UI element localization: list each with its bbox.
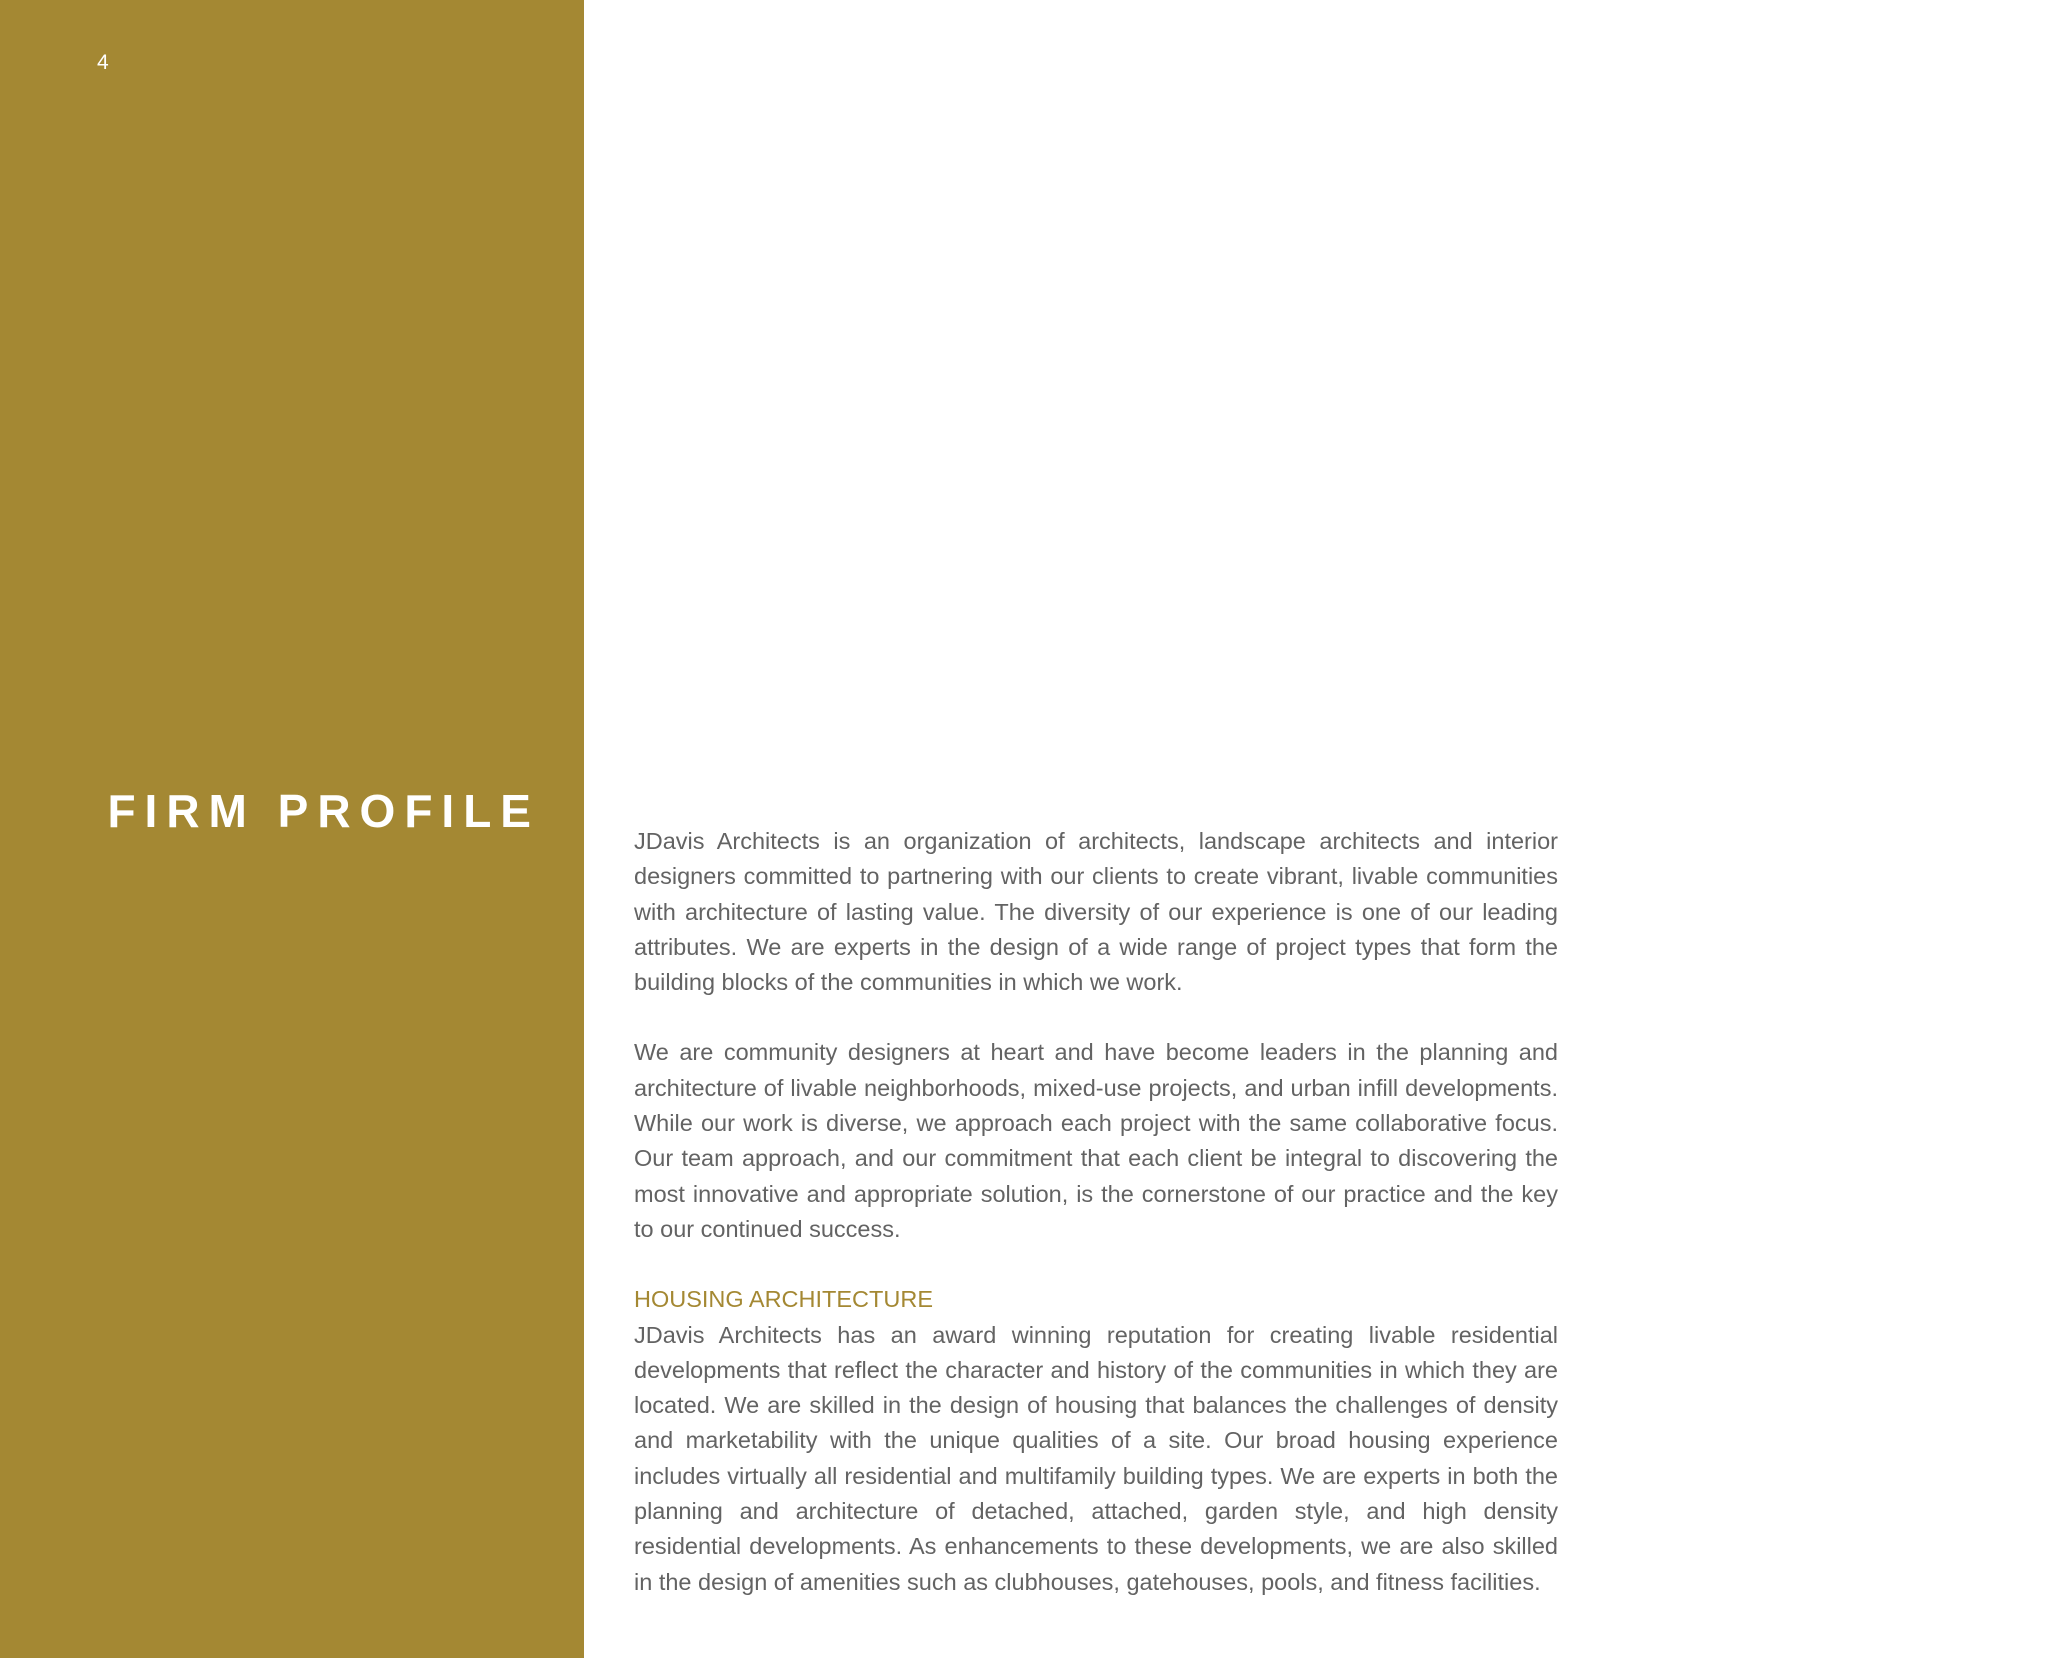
sidebar-panel <box>0 0 584 1658</box>
page-number: 4 <box>97 51 109 74</box>
approach-paragraph: We are community designers at heart and have become leaders in the planning and architecture of livable neighborhoods, mixed-use projects, and urban infill developments. While our work is diverse, we approach each project with the same collaborative focus. Our team approach, and our commitment that each client be integral to discovering the most innovative and appropriate solution, is the cornerstone of our practice and the key to our continued success. <box>634 1039 1558 1242</box>
housing-heading: HOUSING ARCHITECTURE <box>634 1286 933 1313</box>
body-content <box>634 824 1558 1600</box>
housing-paragraph: JDavis Architects has an award winning reputation for creating livable residential developments that reflect the character and history of the communities in which they are located. We are skilled in the design of housing that balances the challenges of density and marketability with the unique qualities of a site. Our broad housing experience includes virtually all residential and multifamily building types. We are experts in both the planning and architecture of detached, attached, garden style, and high density residential developments. As enhancements to these developments, we are also skilled in the design of amenities such as clubhouses, gatehouses, pools, and fitness facilities. <box>634 1321 1558 1595</box>
intro-paragraph: JDavis Architects is an organization of architects, landscape architects and interior designers committed to partnering with our clients to create vibrant, livable communities with architecture of lasting value. The diversity of our experience is one of our leading attributes. We are experts in the design of a wide range of project types that form the building blocks of the communities in which we work. <box>634 828 1558 996</box>
section-title: FIRM PROFILE <box>107 785 540 837</box>
